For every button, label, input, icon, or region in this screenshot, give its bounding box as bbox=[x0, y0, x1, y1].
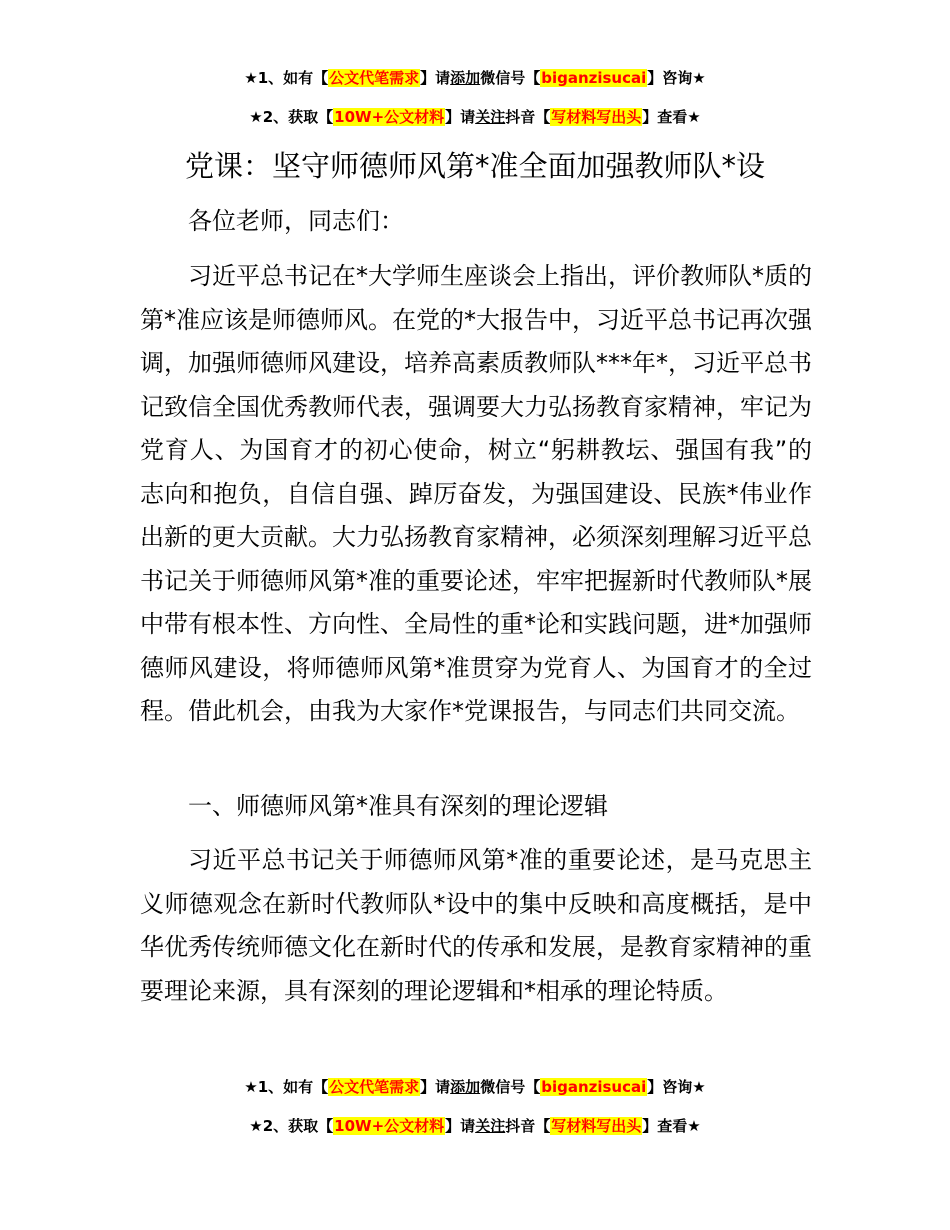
promo-text: 】请 bbox=[445, 1117, 476, 1135]
paragraph: 习近平总书记关于师德师风第*准的重要论述，是马克思主义师德观念在新时代教师队*设中的集中反映和高度概括，是中华优秀传统师德文化在新时代的传承和发展，是教育家精神的重要理论来源，具有深刻的理论逻辑和*相承的理论特质。 bbox=[140, 846, 812, 1005]
promo-highlight: 10W+公文材料 bbox=[334, 108, 445, 126]
promo-text: 抖音【 bbox=[505, 1117, 551, 1135]
promo-text: 】请 bbox=[420, 1078, 451, 1096]
promo-text: 2、获取【 bbox=[262, 1117, 334, 1135]
promo-highlight: 10W+公文材料 bbox=[334, 1117, 445, 1135]
star-icon: ★ bbox=[244, 69, 258, 87]
promo-text: 微信号【 bbox=[480, 1078, 541, 1096]
star-icon: ★ bbox=[692, 1078, 706, 1096]
star-icon: ★ bbox=[687, 1117, 701, 1135]
promo-underline: 关注 bbox=[475, 108, 506, 126]
promo-underline: 关注 bbox=[475, 1117, 506, 1135]
promo-text: 1、如有【 bbox=[257, 69, 329, 87]
promo-text: 】查看 bbox=[642, 1117, 688, 1135]
promo-underline: 添加 bbox=[450, 69, 481, 87]
greeting: 各位老师，同志们： bbox=[188, 207, 404, 235]
section-heading: 一、师德师风第*准具有深刻的理论逻辑 bbox=[188, 792, 608, 820]
promo-douyin-id: 写材料写出头 bbox=[551, 108, 642, 126]
promo-highlight: 公文代笔需求 bbox=[329, 1078, 420, 1096]
promo-douyin-id: 写材料写出头 bbox=[551, 1117, 642, 1135]
promo-text: 】查看 bbox=[642, 108, 688, 126]
star-icon: ★ bbox=[249, 108, 263, 126]
promo-text: 】请 bbox=[445, 108, 476, 126]
paragraph: 习近平总书记在*大学师生座谈会上指出，评价教师队*质的第*准应该是师德师风。在党的*大报告中，习近平总书记再次强调，加强师德师风建设，培养高素质教师队***年*，习近平总书记致信全国优秀教师代表，强调要大力弘扬教育家精神，牢记为党育人、为国育才的初心使命，树立“躬耕教坛、强国有我”的志向和抱负，自信自强、踔厉奋发，为强国建设、民族*伟业作出新的更大贡献。大力弘扬教育家精神，必须深刻理解习近平总书记关于师德师风第*准的重要论述，牢牢把握新时代教师队*展中带有根本性、方向性、全局性的重*论和实践问题，进*加强师德师风建设，将师德师风第*准贯穿为党育人、为国育才的全过程。借此机会，由我为大家作*党课报告，与同志们共同交流。 bbox=[140, 262, 812, 725]
promo-underline: 添加 bbox=[450, 1078, 481, 1096]
promo-text: 微信号【 bbox=[480, 69, 541, 87]
star-icon: ★ bbox=[249, 1117, 263, 1135]
promo-line-2 bbox=[0, 106, 950, 128]
promo-text: 1、如有【 bbox=[257, 1078, 329, 1096]
promo-text: 】咨询 bbox=[647, 1078, 693, 1096]
promo-wechat-id: biganzisucai bbox=[541, 69, 647, 87]
star-icon: ★ bbox=[244, 1078, 258, 1096]
promo-line-1-footer bbox=[0, 1076, 950, 1098]
promo-text: 抖音【 bbox=[505, 108, 551, 126]
promo-text: 】请 bbox=[420, 69, 451, 87]
promo-text: 】咨询 bbox=[647, 69, 693, 87]
promo-wechat-id: biganzisucai bbox=[541, 1078, 647, 1096]
promo-line-2-footer bbox=[0, 1115, 950, 1137]
promo-text: 2、获取【 bbox=[262, 108, 334, 126]
star-icon: ★ bbox=[692, 69, 706, 87]
star-icon: ★ bbox=[687, 108, 701, 126]
document-title: 党课：坚守师德师风第*准全面加强教师队*设 bbox=[184, 149, 765, 183]
promo-line-1 bbox=[0, 67, 950, 89]
promo-highlight: 公文代笔需求 bbox=[329, 69, 420, 87]
